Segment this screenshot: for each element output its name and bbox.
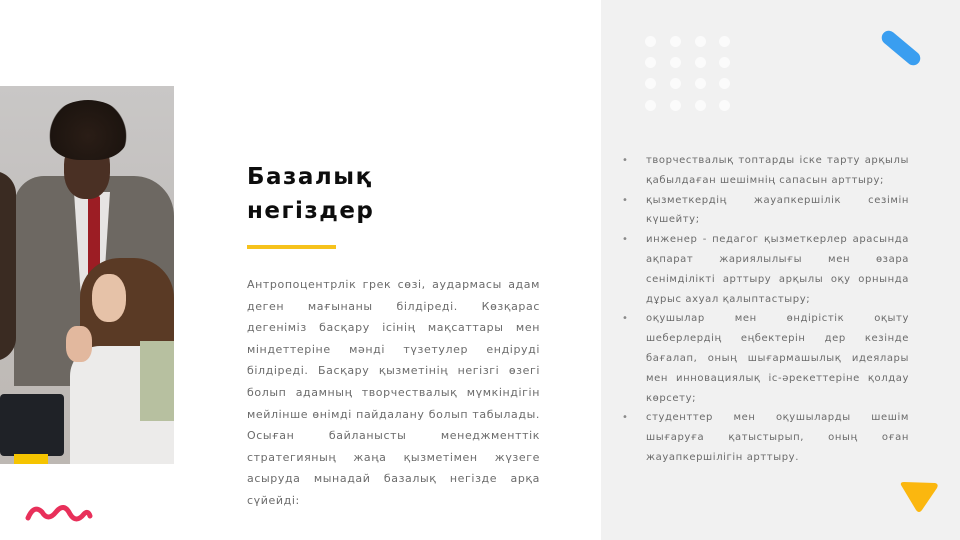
list-item-text: қызметкердің жауапкершілік сезімін күшейту; bbox=[646, 194, 909, 226]
list-item bbox=[622, 191, 909, 231]
slide-title bbox=[247, 160, 487, 228]
bullet-icon: • bbox=[622, 194, 629, 206]
photo-left-person bbox=[0, 171, 16, 361]
bullet-icon: • bbox=[622, 313, 629, 325]
bullet-list bbox=[622, 151, 909, 468]
pink-wave-icon bbox=[24, 500, 96, 526]
list-item bbox=[622, 408, 909, 467]
list-item bbox=[622, 230, 909, 309]
photo-woman-face bbox=[92, 274, 126, 322]
list-item bbox=[622, 309, 909, 408]
body-paragraph: Антропоцентрлік грек сөзі, аудармасы адам деген мағынаны білдіреді. Көзқарас дегеніміз басқару ісінің мақсаттары мен міндеттеріне мәнді түзетулер ендіруді білдіреді. Басқару қызметінің негізгі өзегі болып адамның творчествалық мүмкіндігін мейлінше өнімді пайдалану болып табылады. Осыған байланысты менеджменттік стратегияның жаңа қызметімен жүзеге асыруда мынадай базалық негізде арқа сүйейді: bbox=[247, 278, 540, 507]
photo-yellow-item bbox=[14, 454, 48, 464]
list-item-text: студенттер мен оқушыларды шешім шығаруға қатыстырып, оның оған жауапкершілігін арттыру. bbox=[646, 412, 909, 463]
bullet-icon: • bbox=[622, 234, 629, 246]
dot-grid-decoration bbox=[645, 36, 735, 116]
bullet-icon: • bbox=[622, 412, 629, 424]
title-underline-accent bbox=[247, 245, 336, 249]
title-line-2: негіздер bbox=[247, 198, 375, 224]
photo-man-hair bbox=[48, 100, 128, 160]
team-photo bbox=[0, 86, 174, 464]
title-line-1: Базалық bbox=[247, 164, 373, 190]
list-item-text: инженер - педагог қызметкерлер арасында ақпарат жариялылығы мен өзара сенімділікті арттыру арқылы оқу орнында дұрыс ахуал қалыптастыру; bbox=[646, 234, 909, 305]
list-item bbox=[622, 151, 909, 191]
photo-woman-vest bbox=[140, 341, 174, 421]
list-item-text: творчествалық топтарды іске тарту арқылы қабылдаған шешімнің сапасын арттыру; bbox=[646, 155, 909, 186]
photo-hand bbox=[66, 326, 92, 362]
photo-tablet bbox=[0, 394, 64, 456]
yellow-triangle-icon bbox=[898, 480, 940, 514]
bullet-icon: • bbox=[622, 155, 629, 166]
list-item-text: оқушылар мен өндірістік оқыту шеберлердің еңбектерін дер кезінде бағалап, оның шығармашылық идеялары мен инновациялық іс-әрекеттеріне қолдау көрсету; bbox=[646, 313, 909, 404]
